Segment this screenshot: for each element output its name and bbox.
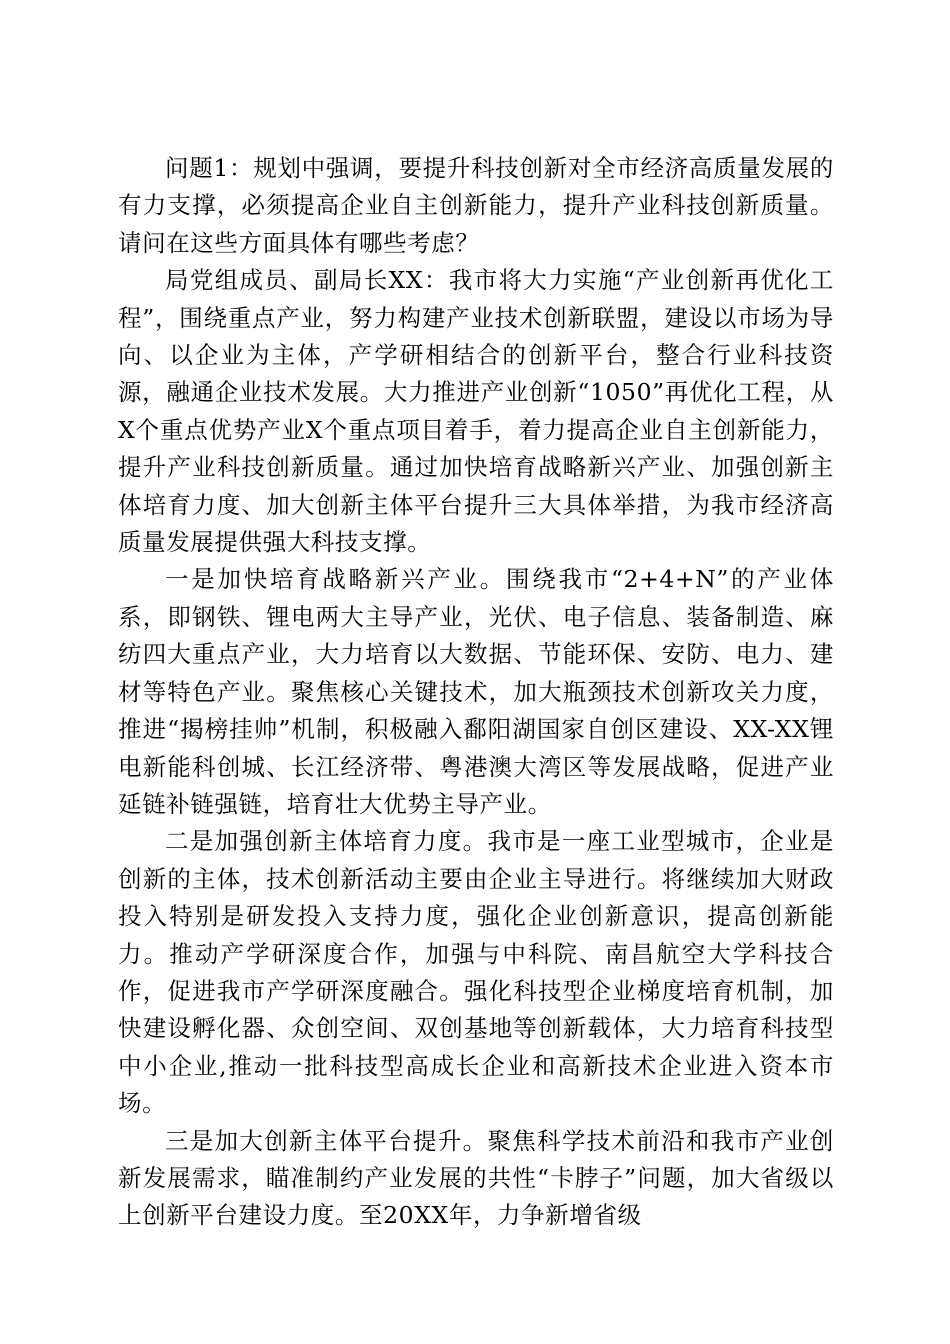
measure-three-paragraph: 三是加大创新主体平台提升。聚焦科学技术前沿和我市产业创新发展需求，瞄准制约产业发展的共性“卡脖子”问题，加大省级以上创新平台建设力度。至20XX年，力争新增省级 (118, 1126, 834, 1230)
answer-intro-paragraph: 局党组成员、副局长XX：我市将大力实施“产业创新再优化工程”，围绕重点产业，努力构建产业技术创新联盟，建设以市场为导向、以企业为主体，产学研相结合的创新平台，整合行业科技资源，融通企业技术发展。大力推进产业创新“1050”再优化工程，从X个重点优势产业X个重点项目着手，着力提高企业自主创新能力，提升产业科技创新质量。通过加快培育战略新兴产业、加强创新主体培育力度、加大创新主体平台提升三大具体举措，为我市经济高质量发展提供强大科技支撑。 (118, 266, 834, 557)
document-body (118, 150, 834, 1235)
measure-two-paragraph: 二是加强创新主体培育力度。我市是一座工业型城市，企业是创新的主体，技术创新活动主要由企业主导进行。将继续加大财政投入特别是研发投入支持力度，强化企业创新意识，提高创新能力。推动产学研深度合作，加强与中科院、南昌航空大学科技合作，促进我市产学研深度融合。强化科技型企业梯度培育机制，加快建设孵化器、众创空间、双创基地等创新载体，大力培育科技型中小企业,推动一批科技型高成长企业和高新技术企业进入资本市场。 (118, 827, 834, 1118)
measure-one-paragraph: 一是加快培育战略新兴产业。围绕我市“2+4+N”的产业体系，即钢铁、锂电两大主导产业，光伏、电子信息、装备制造、麻纺四大重点产业，大力培育以大数据、节能环保、安防、电力、建材等特色产业。聚焦核心关键技术，加大瓶颈技术创新攻关力度，推进“揭榜挂帅”机制，积极融入鄱阳湖国家自创区建设、XX-XX锂电新能科创城、长江经济带、粤港澳大湾区等发展战略，促进产业延链补链强链，培育壮大优势主导产业。 (118, 565, 834, 818)
question-paragraph: 问题1：规划中强调，要提升科技创新对全市经济高质量发展的有力支撑，必须提高企业自主创新能力，提升产业科技创新质量。请问在这些方面具体有哪些考虑？ (118, 154, 834, 257)
